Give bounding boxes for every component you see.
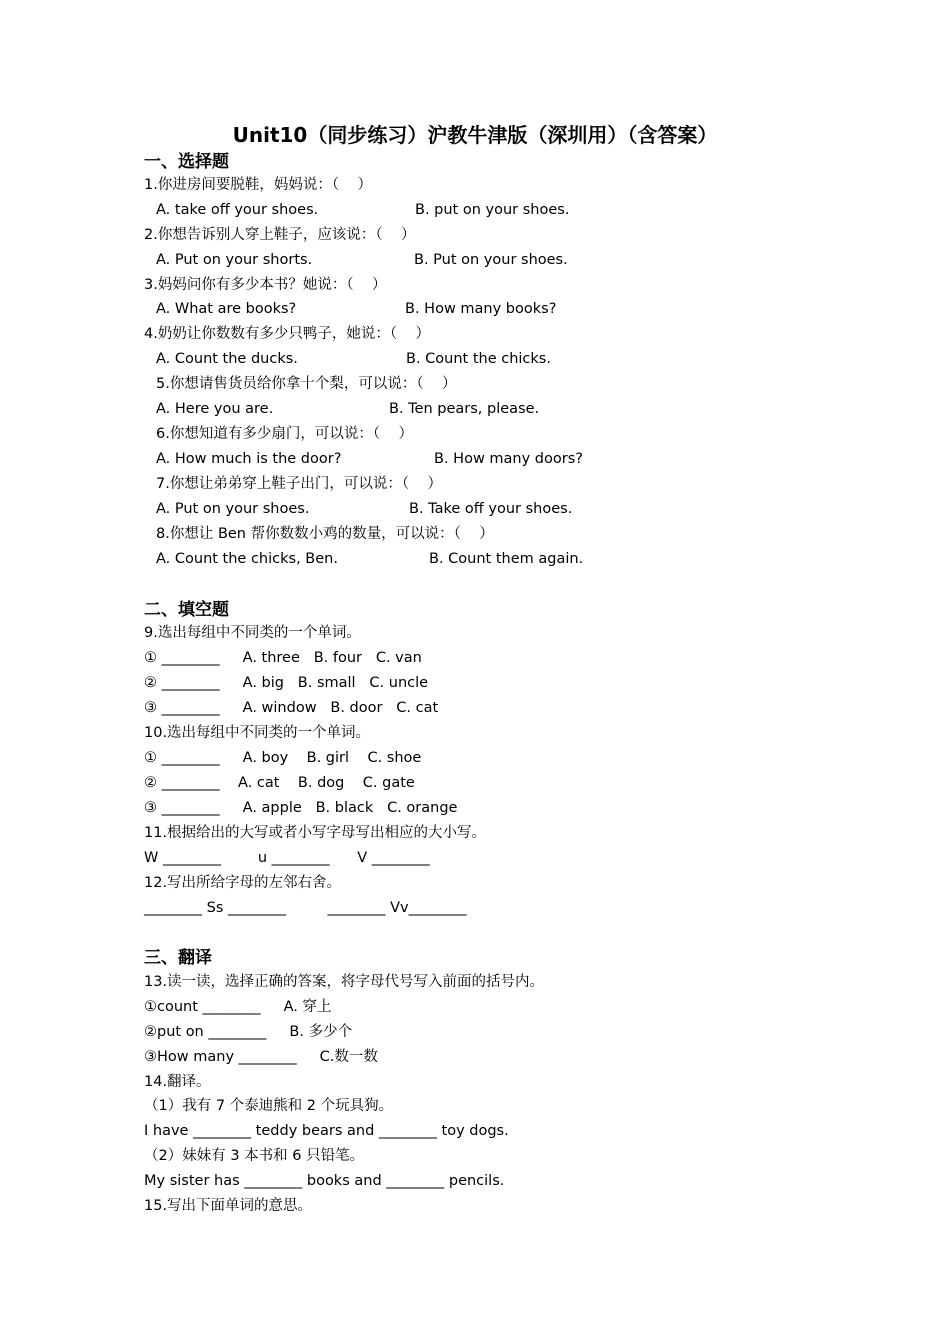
question-5: 5.你想请售货员给你拿十个梨，可以说：（ ） (156, 376, 457, 392)
question-13-item-2: ②put on ________ B. 多少个 (144, 1024, 353, 1040)
question-15: 15.写出下面单词的意思。 (144, 1198, 313, 1214)
question-10: 10.选出每组中不同类的一个单词。 (144, 725, 371, 741)
section-heading-choice: 一、选择题 (144, 152, 229, 172)
question-2: 2.你想告诉别人穿上鞋子，应该说：（ ） (144, 227, 416, 243)
question-13-item-1: ①count ________ A. 穿上 (144, 999, 332, 1015)
question-7-option-a: A. Put on your shoes. (156, 501, 310, 517)
question-5-option-a: A. Here you are. (156, 401, 274, 417)
question-13-item-3: ③How many ________ C.数一数 (144, 1049, 378, 1065)
question-9-item-1: ① ________ A. three B. four C. van (144, 650, 422, 666)
question-6: 6.你想知道有多少扇门，可以说：（ ） (156, 426, 414, 442)
question-8-option-a: A. Count the chicks, Ben. (156, 551, 338, 567)
question-12: 12.写出所给字母的左邻右舍。 (144, 875, 342, 891)
question-9-item-3: ③ ________ A. window B. door C. cat (144, 700, 439, 716)
question-1-option-a: A. take off your shoes. (156, 202, 319, 218)
question-6-option-a: A. How much is the door? (156, 451, 342, 467)
question-14-part-1: （1）我有 7 个泰迪熊和 2 个玩具狗。 (144, 1098, 394, 1114)
page-title: Unit10（同步练习）沪教牛津版（深圳用）（含答案） (232, 123, 718, 147)
question-1: 1.你进房间要脱鞋，妈妈说：（ ） (144, 177, 373, 193)
question-8: 8.你想让 Ben 帮你数数小鸡的数量，可以说：（ ） (156, 526, 494, 542)
question-8-option-b: B. Count them again. (429, 551, 584, 567)
question-4-option-b: B. Count the chicks. (406, 351, 551, 367)
question-9-item-2: ② ________ A. big B. small C. uncle (144, 675, 429, 691)
question-13: 13.读一读，选择正确的答案，将字母代号写入前面的括号内。 (144, 974, 545, 990)
question-10-item-1: ① ________ A. boy B. girl C. shoe (144, 750, 422, 766)
question-4: 4.奶奶让你数数有多少只鸭子，她说：（ ） (144, 326, 431, 342)
question-2-option-b: B. Put on your shoes. (414, 252, 568, 268)
question-11: 11.根据给出的大写或者小写字母写出相应的大小写。 (144, 825, 487, 841)
question-7: 7.你想让弟弟穿上鞋子出门，可以说：（ ） (156, 476, 443, 492)
section-heading-fill: 二、填空题 (144, 600, 229, 620)
question-3-option-b: B. How many books? (405, 301, 557, 317)
question-9: 9.选出每组中不同类的一个单词。 (144, 625, 361, 641)
question-4-option-a: A. Count the ducks. (156, 351, 298, 367)
question-11-blanks: W ________ u ________ V ________ (144, 850, 430, 866)
question-3-option-a: A. What are books? (156, 301, 297, 317)
question-7-option-b: B. Take off your shoes. (409, 501, 573, 517)
question-14-part-2-english: My sister has ________ books and ________ pencils. (144, 1173, 505, 1189)
question-10-item-2: ② ________ A. cat B. dog C. gate (144, 775, 415, 791)
question-12-blanks: ________ Ss ________ ________ Vv________ (144, 900, 467, 916)
question-6-option-b: B. How many doors? (434, 451, 583, 467)
question-1-option-b: B. put on your shoes. (415, 202, 570, 218)
question-14-part-2: （2）妹妹有 3 本书和 6 只铅笔。 (144, 1148, 365, 1164)
question-14: 14.翻译。 (144, 1074, 211, 1090)
question-3: 3.妈妈问你有多少本书？她说：（ ） (144, 277, 387, 293)
question-5-option-b: B. Ten pears, please. (389, 401, 540, 417)
section-heading-translate: 三、翻译 (144, 948, 212, 968)
question-2-option-a: A. Put on your shorts. (156, 252, 313, 268)
question-14-part-1-english: I have ________ teddy bears and ________ toy dogs. (144, 1123, 509, 1139)
question-10-item-3: ③ ________ A. apple B. black C. orange (144, 800, 458, 816)
